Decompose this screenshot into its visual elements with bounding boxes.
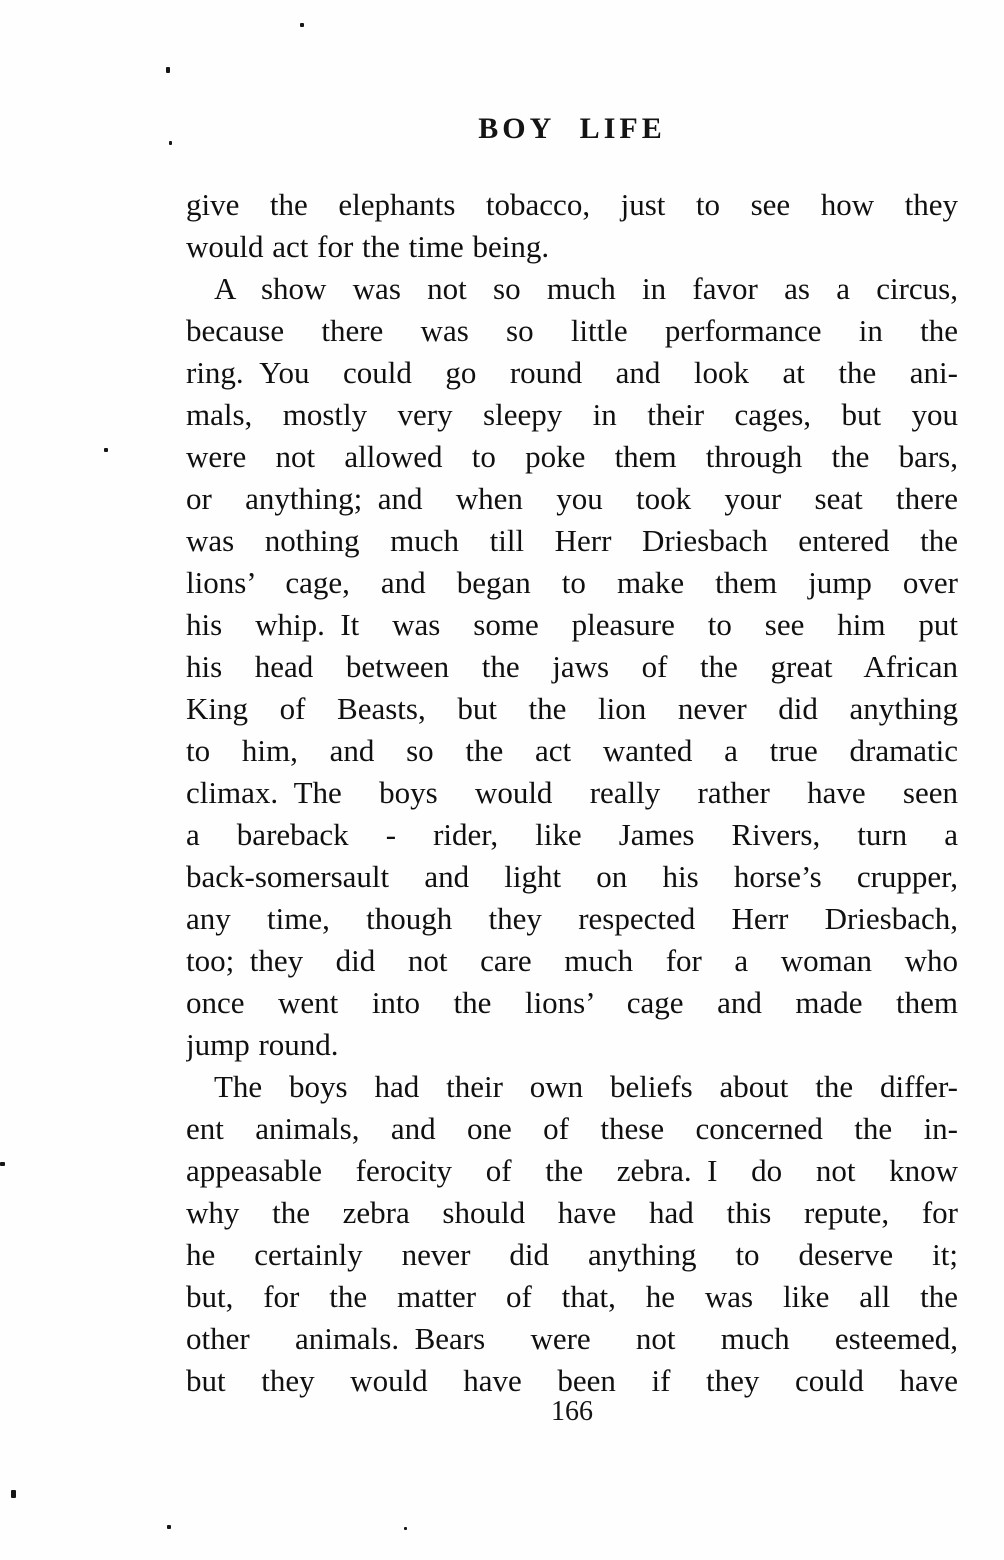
text-line: A show was not so much in favor as a circus,: [214, 271, 958, 306]
scan-speck: [404, 1527, 407, 1530]
text-line: The boys had their own beliefs about the differ-: [214, 1069, 958, 1104]
text-line: any time, though they respected Herr Driesbach,: [186, 901, 958, 936]
text-line: his whip. It was some pleasure to see him put: [186, 607, 958, 642]
text-line: to him, and so the act wanted a true dramatic: [186, 733, 958, 768]
text-line: a bareback - rider, like James Rivers, turn a: [186, 817, 958, 852]
text-line: lions’ cage, and began to make them jump over: [186, 565, 958, 600]
scan-speck: [300, 23, 304, 27]
text-line: ent animals, and one of these concerned the in-: [186, 1111, 958, 1146]
scan-speck: [0, 1162, 5, 1166]
running-head: BOY LIFE: [478, 112, 666, 145]
text-line: because there was so little performance in the: [186, 313, 958, 348]
text-line: were not allowed to poke them through the bars,: [186, 439, 958, 474]
text-line: but, for the matter of that, he was like all the: [186, 1279, 958, 1314]
text-line: climax. The boys would really rather have seen: [186, 775, 958, 810]
scan-speck: [169, 141, 172, 145]
text-line: his head between the jaws of the great African: [186, 649, 958, 684]
text-line: but they would have been if they could have: [186, 1363, 958, 1398]
text-line: ring. You could go round and look at the ani-: [186, 355, 958, 390]
text-line: King of Beasts, but the lion never did anything: [186, 691, 958, 726]
page-number: 166: [551, 1396, 593, 1427]
scan-speck: [104, 448, 108, 452]
text-line: jump round.: [186, 1027, 339, 1062]
text-line: too; they did not care much for a woman who: [186, 943, 958, 978]
text-line: back-somersault and light on his horse’s crupper,: [186, 859, 958, 894]
text-line: why the zebra should have had this repute, for: [186, 1195, 958, 1230]
scan-speck: [166, 67, 170, 73]
text-line: give the elephants tobacco, just to see how they: [186, 187, 958, 222]
text-line: was nothing much till Herr Driesbach entered the: [186, 523, 958, 558]
text-line: he certainly never did anything to deserve it;: [186, 1237, 958, 1272]
text-line: appeasable ferocity of the zebra. I do not know: [186, 1153, 958, 1188]
scan-speck: [167, 1525, 171, 1529]
scan-speck: [11, 1490, 16, 1498]
text-block: [186, 184, 958, 1402]
text-line: or anything; and when you took your seat there: [186, 481, 958, 516]
text-line: mals, mostly very sleepy in their cages, but you: [186, 397, 958, 432]
text-line: would act for the time being.: [186, 229, 550, 264]
text-line: once went into the lions’ cage and made them: [186, 985, 958, 1020]
text-line: other animals. Bears were not much esteemed,: [186, 1321, 958, 1356]
